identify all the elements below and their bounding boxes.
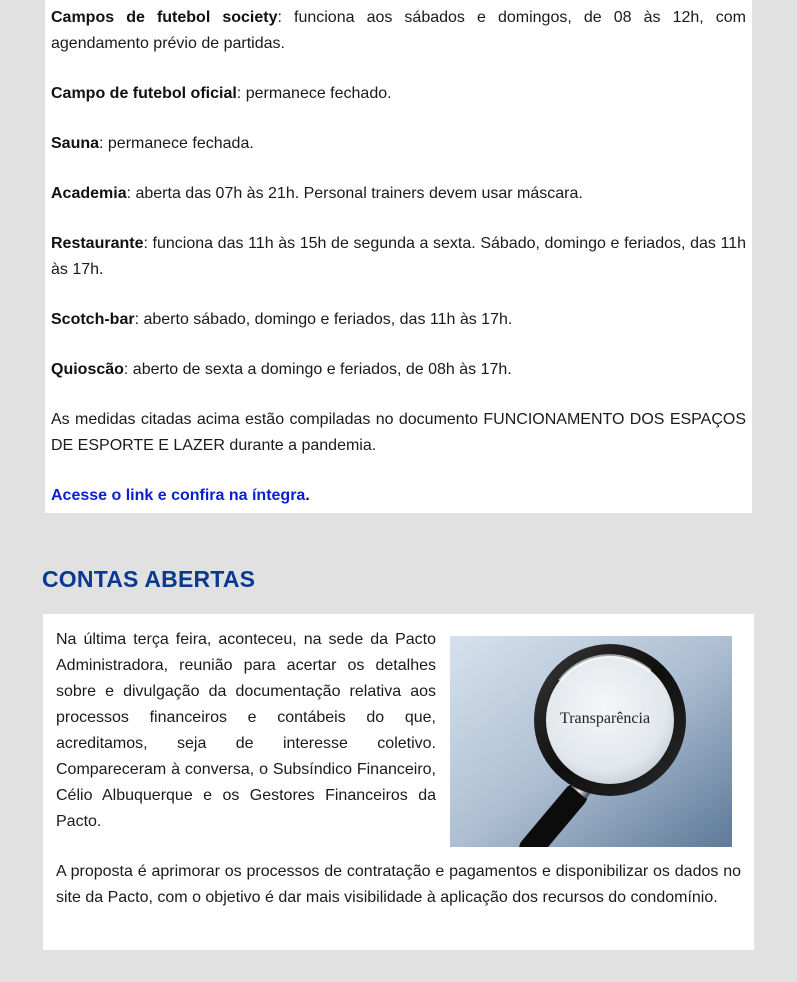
facility-name: Sauna	[51, 135, 100, 152]
facility-name: Restaurante	[51, 235, 144, 252]
magnifying-glass-image	[450, 636, 732, 847]
link-paragraph	[51, 483, 746, 509]
full-document-link[interactable]: Acesse o link e confira na íntegra	[51, 487, 306, 504]
facility-text: : funciona aos sábados e domingos, de 08 às 12h, com agendamento prévio de partidas.	[51, 9, 747, 52]
link-period: .	[305, 487, 310, 504]
facility-quioscao	[51, 357, 746, 383]
facility-name: Campo de futebol oficial	[51, 85, 237, 102]
facility-oficial	[51, 81, 746, 107]
article-paragraph-1: Na última terça feira, aconteceu, na sede da Pacto Administradora, reunião para acertar os detalhes sobre e divulgação da documentação relativa aos processos financeiros e contábeis do que, acreditamos, seja de interesse coletivo. Compareceram à conversa, o Subsíndico Financeiro, Célio Albuquerque e os Gestores Financeiros da Pacto.	[56, 631, 436, 830]
facility-text: : aberto de sexta a domingo e feriados, de 08h às 17h.	[123, 361, 512, 378]
contas-abertas-card	[43, 614, 754, 950]
facility-text: : permanece fechado.	[236, 85, 392, 102]
facility-name: Quioscão	[51, 361, 124, 378]
facility-scotch-bar	[51, 307, 746, 333]
facility-name: Campos de futebol society	[51, 9, 278, 26]
facility-society	[51, 5, 746, 57]
facility-name: Academia	[51, 185, 127, 202]
facility-restaurante	[51, 231, 746, 283]
facility-text: : funciona das 11h às 15h de segunda a sexta. Sábado, domingo e feriados, das 11h às 17h.	[51, 235, 746, 278]
facility-name: Scotch-bar	[51, 311, 135, 328]
image-label: Transparência	[560, 710, 651, 727]
facility-text: : permanece fechada.	[99, 135, 254, 152]
facility-sauna	[51, 131, 746, 157]
facility-academia	[51, 181, 746, 207]
facility-text: : aberto sábado, domingo e feriados, das 11h às 17h.	[134, 311, 513, 328]
article-paragraph-2: A proposta é aprimorar os processos de contratação e pagamentos e disponibilizar os dados no site da Pacto, com o objetivo é dar mais visibilidade à aplicação dos recursos do condomínio.	[56, 863, 741, 906]
section-title: CONTAS ABERTAS	[42, 566, 256, 592]
summary-paragraph: As medidas citadas acima estão compiladas no documento FUNCIONAMENTO DOS ESPAÇOS DE ESPORTE E LAZER durante a pandemia.	[51, 411, 746, 454]
facilities-card	[45, 0, 752, 513]
facility-text: : aberta das 07h às 21h. Personal trainers devem usar máscara.	[126, 185, 583, 202]
